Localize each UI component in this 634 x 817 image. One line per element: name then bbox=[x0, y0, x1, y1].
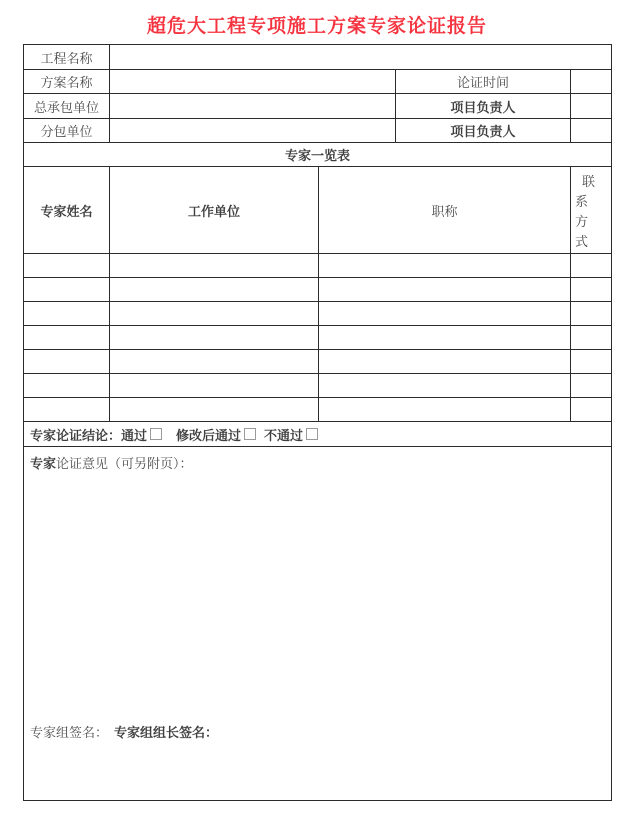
expert-row bbox=[24, 374, 611, 398]
conclusion-option-pass: 通过 bbox=[121, 427, 148, 443]
subcontractor-leader-label: 项目负责人 bbox=[396, 119, 571, 142]
work-unit-cell[interactable] bbox=[110, 326, 319, 349]
expert-name-cell[interactable] bbox=[24, 350, 110, 373]
expert-row bbox=[24, 326, 611, 350]
plan-name-row bbox=[24, 70, 611, 94]
project-name-row bbox=[24, 45, 611, 70]
expert-group-signature-label: 专家组签名： bbox=[30, 725, 109, 740]
expert-name-cell[interactable] bbox=[24, 374, 110, 397]
contact-cell[interactable] bbox=[571, 302, 611, 325]
job-title-cell[interactable] bbox=[319, 254, 571, 277]
project-leader-label: 项目负责人 bbox=[396, 94, 571, 118]
opinion-label bbox=[30, 453, 193, 472]
opinion-cell bbox=[24, 447, 611, 800]
subcontractor-row bbox=[24, 119, 611, 143]
contact-cell[interactable] bbox=[571, 278, 611, 301]
work-unit-header: 工作单位 bbox=[110, 167, 319, 253]
review-time-label: 论证时间 bbox=[396, 70, 571, 93]
opinion-writing-area[interactable] bbox=[30, 472, 605, 722]
job-title-cell[interactable] bbox=[319, 278, 571, 301]
expert-list-section-title: 专家一览表 bbox=[284, 148, 350, 163]
general-contractor-label: 总承包单位 bbox=[24, 94, 110, 118]
work-unit-cell[interactable] bbox=[110, 374, 319, 397]
conclusion-label: 专家论证结论： bbox=[30, 427, 122, 443]
conclusion-cell bbox=[24, 422, 611, 446]
group-leader-signature-label: 专家组组长签名： bbox=[114, 725, 219, 740]
conclusion-option-pass-after-revision: 修改后通过 bbox=[176, 427, 242, 443]
job-title-cell[interactable] bbox=[319, 302, 571, 325]
expert-list-section-row bbox=[24, 143, 611, 167]
review-time-field[interactable] bbox=[571, 70, 611, 93]
subcontractor-label: 分包单位 bbox=[24, 119, 110, 142]
work-unit-cell[interactable] bbox=[110, 350, 319, 373]
expert-name-header: 专家姓名 bbox=[24, 167, 110, 253]
expert-name-cell[interactable] bbox=[24, 326, 110, 349]
contact-header bbox=[571, 167, 611, 253]
fail-checkbox[interactable] bbox=[306, 428, 318, 440]
work-unit-cell[interactable] bbox=[110, 278, 319, 301]
page-title: 超危大工程专项施工方案专家论证报告 bbox=[146, 16, 487, 37]
contact-header-vertical-text: 联系方式 bbox=[575, 174, 596, 249]
expert-row bbox=[24, 254, 611, 278]
project-leader-field[interactable] bbox=[571, 94, 611, 118]
contact-cell[interactable] bbox=[571, 350, 611, 373]
project-name-label: 工程名称 bbox=[24, 45, 110, 69]
report-form-table bbox=[23, 44, 612, 801]
expert-name-cell[interactable] bbox=[24, 302, 110, 325]
plan-name-field[interactable] bbox=[110, 70, 396, 93]
project-name-field[interactable] bbox=[110, 45, 611, 69]
job-title-cell[interactable] bbox=[319, 398, 571, 421]
expert-row bbox=[24, 350, 611, 374]
expert-table-header-row bbox=[24, 167, 611, 254]
signature-line bbox=[30, 722, 218, 741]
contact-cell[interactable] bbox=[571, 326, 611, 349]
opinion-label-rest: 论证意见（可另附页）： bbox=[56, 456, 193, 471]
pass-after-revision-checkbox[interactable] bbox=[244, 428, 256, 440]
contact-cell[interactable] bbox=[571, 254, 611, 277]
expert-name-cell[interactable] bbox=[24, 254, 110, 277]
contact-cell[interactable] bbox=[571, 398, 611, 421]
general-contractor-row bbox=[24, 94, 611, 119]
subcontractor-field[interactable] bbox=[110, 119, 396, 142]
subcontractor-leader-field[interactable] bbox=[571, 119, 611, 142]
work-unit-cell[interactable] bbox=[110, 254, 319, 277]
opinion-row bbox=[24, 447, 611, 800]
plan-name-label: 方案名称 bbox=[24, 70, 110, 93]
expert-row bbox=[24, 398, 611, 422]
conclusion-option-fail: 不通过 bbox=[264, 427, 304, 443]
job-title-header: 职称 bbox=[319, 167, 571, 253]
job-title-cell[interactable] bbox=[319, 326, 571, 349]
expert-row bbox=[24, 278, 611, 302]
work-unit-cell[interactable] bbox=[110, 302, 319, 325]
contact-cell[interactable] bbox=[571, 374, 611, 397]
general-contractor-field[interactable] bbox=[110, 94, 396, 118]
expert-name-cell[interactable] bbox=[24, 398, 110, 421]
conclusion-row bbox=[24, 422, 611, 447]
expert-name-cell[interactable] bbox=[24, 278, 110, 301]
expert-row bbox=[24, 302, 611, 326]
job-title-cell[interactable] bbox=[319, 374, 571, 397]
work-unit-cell[interactable] bbox=[110, 398, 319, 421]
job-title-cell[interactable] bbox=[319, 350, 571, 373]
opinion-label-bold: 专家 bbox=[30, 456, 57, 471]
pass-checkbox[interactable] bbox=[150, 428, 162, 440]
